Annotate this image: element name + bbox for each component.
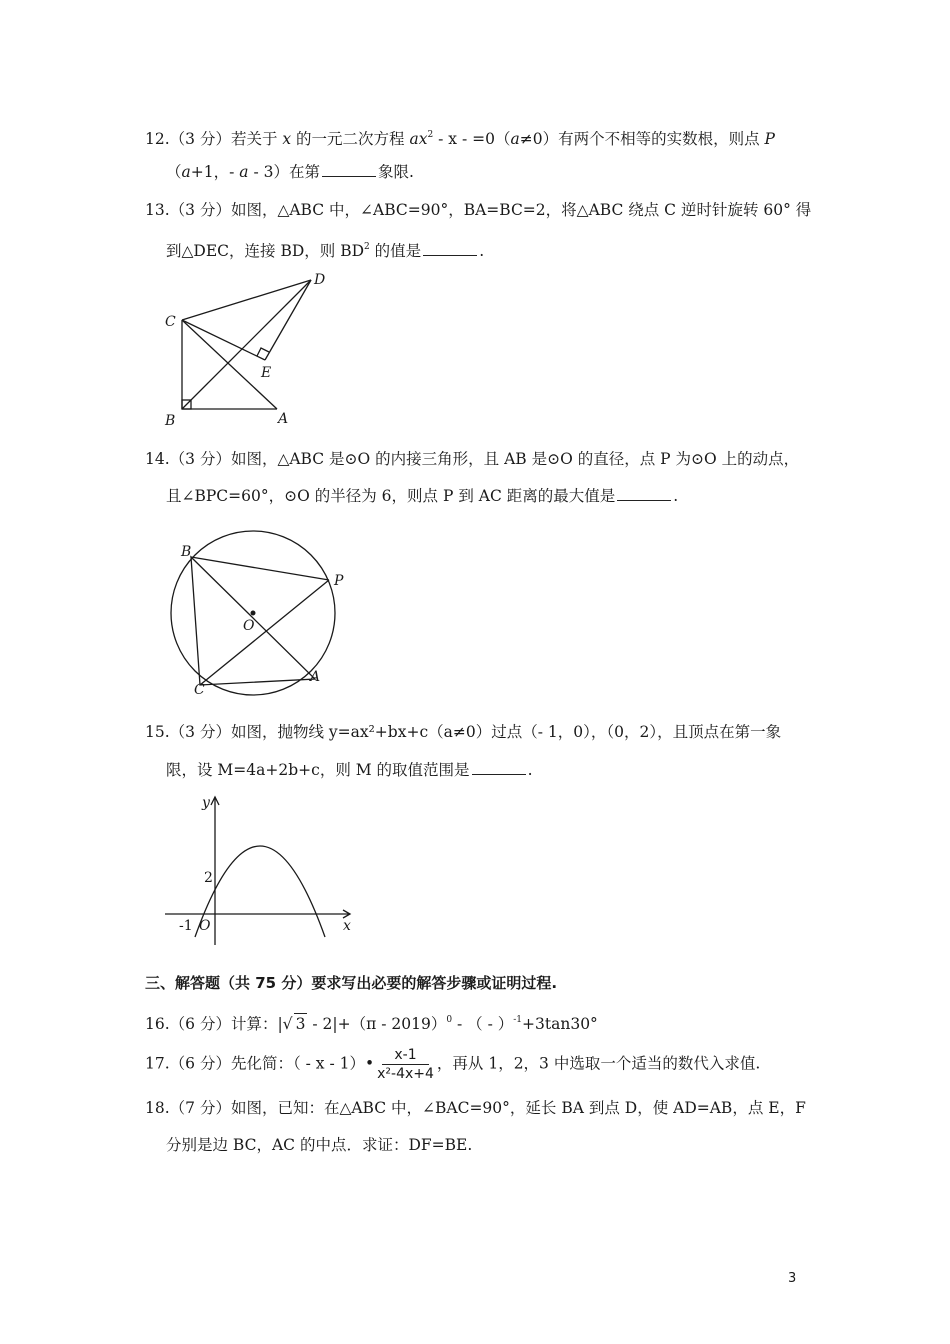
q18-line2: 分别是边 BC，AC 的中点．求证：DF=BE. — [166, 1136, 473, 1154]
label-A: A — [310, 669, 321, 685]
q13-line2: 到△DEC，连接 BD，则 $BD^2$ 的值是 . — [166, 242, 485, 260]
label-two: 2 — [204, 870, 213, 886]
q17-line: 17.（6 分）先化简：（ - x - 1）• $\frac{x-1}{\text{x²-4x+4}}$ ，再从 1，2，3 中选取一个适当的数代入求值. — [145, 1047, 761, 1082]
label-D: D — [314, 272, 326, 288]
q16-line: 16.（6 分）计算：|√ 3 - 2|+（π - 2019）$^0$ - （ - ）$^{-1}$+3tan30° — [145, 1015, 598, 1033]
q18-line1: 18.（7 分）如图，已知：在△ABC 中，∠BAC=90°，延长 BA 到点 D，使 AD=AB，点 E，F — [145, 1099, 806, 1117]
label-B: B — [181, 544, 192, 560]
q14-line2: 且∠BPC=60°，⊙O 的半径为 6，则点 P 到 AC 距离的最大值是 . — [166, 487, 679, 505]
q15-figure — [165, 795, 365, 945]
q13-figure — [160, 270, 340, 430]
label-origin: O — [199, 918, 211, 934]
answer-blank — [423, 241, 477, 256]
section-heading: 三、解答题（共 75 分）要求写出必要的解答步骤或证明过程. — [145, 974, 558, 992]
label-O: O — [243, 618, 255, 634]
label-x: x — [343, 918, 351, 934]
q12-line1: 12.（3 分）若关于 x 的一元二次方程 $ax^2 - x - =0(a\ne 0)$有两个不相等的实数根，则点 P — [145, 130, 775, 148]
fraction: $\frac{x-1}{\text{x²-4x+4}}$ — [377, 1047, 434, 1082]
right-angle-mark-E — [257, 348, 269, 356]
answer-blank — [322, 162, 376, 177]
label-neg1: -1 — [179, 918, 193, 934]
page-number: 3 — [788, 1271, 797, 1286]
q15-line1: 15.（3 分）如图，抛物线 y=ax²+bx+c（a≠0）过点（- 1，0），（0，2），且顶点在第一象 — [145, 723, 782, 741]
segment-CE — [182, 320, 265, 360]
label-P: P — [334, 573, 344, 589]
q15-line2: 限，设 M=4a+2b+c，则 M 的取值范围是 . — [166, 761, 533, 779]
label-A: A — [278, 411, 289, 427]
label-C: C — [194, 682, 205, 698]
q12-line2: （a+1，- a - 3）在第 象限. — [166, 163, 414, 181]
q14-line1: 14.（3 分）如图，△ABC 是⊙O 的内接三角形，且 AB 是⊙O 的直径，点 P 为⊙O 上的动点， — [145, 450, 800, 468]
q14-figure — [165, 535, 365, 705]
label-B: B — [165, 413, 176, 429]
q13-line1: 13.（3 分）如图，△ABC 中，∠ABC=90°，BA=BC=2，将△ABC 绕点 C 逆时针旋转 60° 得 — [145, 201, 812, 219]
label-y: y — [202, 795, 210, 811]
answer-blank — [472, 760, 526, 775]
center-point-O — [251, 611, 256, 616]
label-E: E — [261, 365, 272, 381]
label-C: C — [165, 314, 176, 330]
answer-blank — [617, 486, 671, 501]
